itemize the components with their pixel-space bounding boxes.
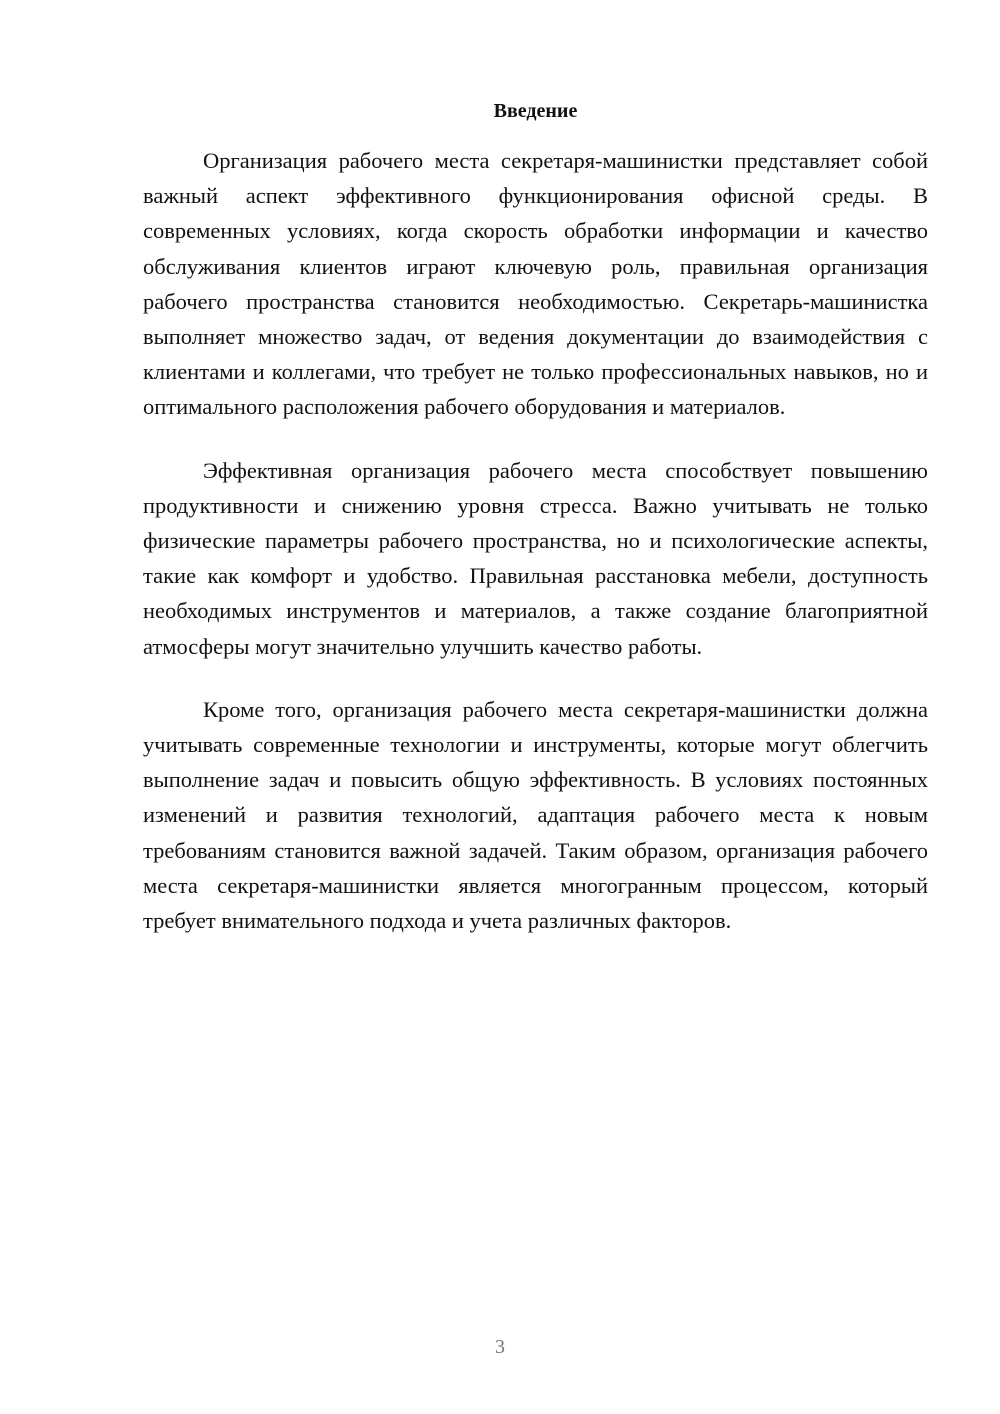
page-title: Введение [493, 100, 578, 122]
paragraph-3: Кроме того, организация рабочего места секретаря-машинистки должна учитывать современные технологии и инструменты, которые могут облегчить выполнение задач и повысить общую эффективность. В условиях постоянных изменений и развития технологий, адаптация рабочего места к новым требованиям становится важной задачей. Таким образом, организация рабочего места секретаря-машинистки является многогранным процессом, который требует внимательного подхода и учета различных факторов. [143, 696, 928, 934]
page-number: 3 [495, 1336, 505, 1358]
body-text [143, 143, 928, 966]
paragraph-1: Организация рабочего места секретаря-машинистки представляет собой важный аспект эффективного функционирования офисной среды. В современных условиях, когда скорость обработки информации и качество обслуживания клиентов играют ключевую роль, правильная организация рабочего пространства становится необходимостью. Секретарь-машинистка выполняет множество задач, от ведения документации до взаимодействия с клиентами и коллегами, что требует не только профессиональных навыков, но и оптимального расположения рабочего оборудования и материалов. [143, 148, 928, 420]
paragraph-2: Эффективная организация рабочего места способствует повышению продуктивности и снижению уровня стресса. Важно учитывать не только физические параметры рабочего пространства, но и психологические аспекты, такие как комфорт и удобство. Правильная расстановка мебели, доступность необходимых инструментов и материалов, а также создание благоприятной атмосферы могут значительно улучшить качество работы. [143, 457, 928, 659]
